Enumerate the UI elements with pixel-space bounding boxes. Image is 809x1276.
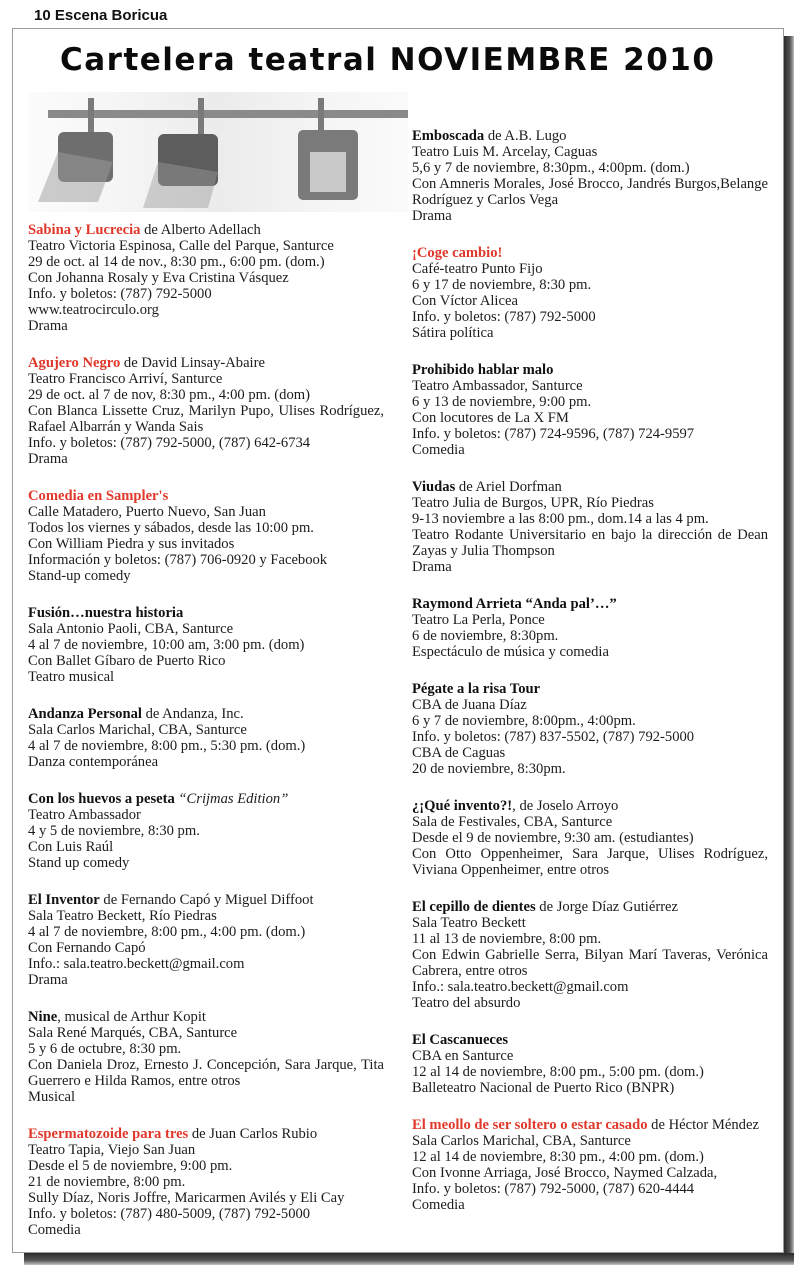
listing-line: Teatro musical (28, 669, 115, 685)
listing-line: Sala Carlos Marichal, CBA, Santurce (28, 722, 247, 738)
listing-line: Comedia (412, 442, 465, 458)
listing-header (28, 1126, 384, 1142)
listing-line: 6 y 13 de noviembre, 9:00 pm. (412, 394, 592, 410)
listing-line: Info. y boletos: (787) 724-9596, (787) 724-9597 (412, 426, 695, 442)
listing-author: , de Joselo Arroyo (512, 798, 619, 814)
listing-author: de Alberto Adellach (140, 222, 261, 238)
listing (412, 1032, 768, 1096)
listing-line: Sala de Festivales, CBA, Santurce (412, 814, 613, 830)
listing-line: Con Daniela Droz, Ernesto J. Concepción, Sara Jarque, Tita Guerrero e Hilda Ramos, entre otros (28, 1057, 384, 1089)
listing-header (28, 706, 384, 722)
listing-title: Sabina y Lucrecia (28, 222, 141, 238)
listing-line: Comedia (28, 1222, 81, 1238)
listing-title: El meollo de ser soltero o estar casado (412, 1117, 648, 1133)
listing-header (412, 1117, 768, 1133)
listing-line: Drama (412, 559, 452, 575)
listing-author: , musical de Arthur Kopit (57, 1009, 206, 1025)
listing-line: 12 al 14 de noviembre, 8:00 pm., 5:00 pm. (dom.) (412, 1064, 704, 1080)
listing-line: 4 al 7 de noviembre, 8:00 pm., 4:00 pm. (dom.) (28, 924, 306, 940)
listing-header (28, 605, 384, 621)
listing (28, 222, 384, 334)
listing (412, 798, 768, 878)
listing-line: 6 de noviembre, 8:30pm. (412, 628, 559, 644)
listing-header (412, 899, 768, 915)
listing-author: de Jorge Díaz Gutiérrez (535, 899, 679, 915)
listing-line: Con Edwin Gabrielle Serra, Bilyan Marí Taveras, Verónica Cabrera, entre otros (412, 947, 768, 979)
listing-header (412, 479, 768, 495)
listing-line: Info. y boletos: (787) 480-5009, (787) 792-5000 (28, 1206, 311, 1222)
listing-edition: “Crijmas Edition” (178, 791, 289, 807)
listing-title: Viudas (412, 479, 456, 495)
listing-line: Stand up comedy (28, 855, 130, 871)
listing-line: Con Ballet Gíbaro de Puerto Rico (28, 653, 226, 669)
listing (28, 791, 384, 871)
listing-header (412, 245, 768, 261)
listing-title: Raymond Arrieta “Anda pal’…” (412, 596, 617, 612)
listing-title: Pégate a la risa Tour (412, 681, 541, 697)
listing-line: www.teatrocirculo.org (28, 302, 159, 318)
listing-line: Sala Carlos Marichal, CBA, Santurce (412, 1133, 631, 1149)
listing-title: Prohibido hablar malo (412, 362, 554, 378)
listing-title: El cepillo de dientes (412, 899, 536, 915)
listing-line: Musical (28, 1089, 76, 1105)
listing-header (28, 488, 384, 504)
listing-title: El Inventor (28, 892, 100, 908)
listing-author: de Ariel Dorfman (455, 479, 562, 495)
listing-title: ¿¡Qué invento?! (412, 798, 513, 814)
listing-header (412, 798, 768, 814)
listing-line: Teatro Tapia, Viejo San Juan (28, 1142, 196, 1158)
listing-title: Comedia en Sampler's (28, 488, 169, 504)
listing-line: Sully Díaz, Noris Joffre, Maricarmen Avilés y Eli Cay (28, 1190, 345, 1206)
listing-header (412, 128, 768, 144)
listing-author: de Fernando Capó y Miguel Diffoot (99, 892, 314, 908)
listing-line: 6 y 7 de noviembre, 8:00pm., 4:00pm. (412, 713, 636, 729)
listing-title: Andanza Personal (28, 706, 142, 722)
listing-title: Emboscada (412, 128, 485, 144)
listing-title: El Cascanueces (412, 1032, 509, 1048)
listing-line: Con Johanna Rosaly y Eva Cristina Vásquez (28, 270, 289, 286)
listing-line: Drama (28, 972, 68, 988)
listing-line: Sala Teatro Beckett (412, 915, 526, 931)
listing-line: CBA en Santurce (412, 1048, 514, 1064)
listing-line: Con Víctor Alicea (412, 293, 518, 309)
listing-line: 21 de noviembre, 8:00 pm. (28, 1174, 186, 1190)
listing-header (412, 681, 768, 697)
listing-line: CBA de Juana Díaz (412, 697, 527, 713)
listing-author: de Juan Carlos Rubio (188, 1126, 318, 1142)
listing-header (28, 791, 384, 807)
listing-title: Agujero Negro (28, 355, 121, 371)
listing-line: Info.: sala.teatro.beckett@gmail.com (28, 956, 245, 972)
listing-line: Drama (28, 451, 68, 467)
listing-header (412, 596, 768, 612)
listing (412, 1117, 768, 1213)
listing-line: Información y boletos: (787) 706-0920 y Facebook (28, 552, 328, 568)
listing-line: Drama (412, 208, 452, 224)
listing-line: 29 de oct. al 14 de nov., 8:30 pm., 6:00 pm. (dom.) (28, 254, 325, 270)
listing-line: Desde el 9 de noviembre, 9:30 am. (estudiantes) (412, 830, 694, 846)
listing-header (412, 362, 768, 378)
listing-line: 6 y 17 de noviembre, 8:30 pm. (412, 277, 592, 293)
listing-author: de Héctor Méndez (647, 1117, 759, 1133)
listing-line: Info.: sala.teatro.beckett@gmail.com (412, 979, 629, 995)
listing-line: Con Otto Oppenheimer, Sara Jarque, Ulises Rodríguez, Viviana Oppenheimer, entre otros (412, 846, 768, 878)
listing-line: 29 de oct. al 7 de nov, 8:30 pm., 4:00 pm. (dom) (28, 387, 310, 403)
listing-header (412, 1032, 768, 1048)
listing-line: Info. y boletos: (787) 792-5000, (787) 620-4444 (412, 1181, 695, 1197)
listing-line: Teatro La Perla, Ponce (412, 612, 545, 628)
listing-author: de Andanza, Inc. (141, 706, 244, 722)
listing (28, 355, 384, 467)
listing-line: Sala René Marqués, CBA, Santurce (28, 1025, 238, 1041)
left-column (28, 222, 384, 1259)
listing-line: Con Amneris Morales, José Brocco, Jandrés Burgos,Belange Rodríguez y Carlos Vega (412, 176, 768, 208)
listing (412, 681, 768, 777)
listing-line: Info. y boletos: (787) 837-5502, (787) 792-5000 (412, 729, 695, 745)
listing-line: Con Blanca Lissette Cruz, Marilyn Pupo, Ulises Rodríguez, Rafael Albarrán y Wanda Sais (28, 403, 384, 435)
listing-line: 4 al 7 de noviembre, 8:00 pm., 5:30 pm. (dom.) (28, 738, 306, 754)
listing-line: Teatro Francisco Arriví, Santurce (28, 371, 223, 387)
listing-header (28, 222, 384, 238)
listing-line: Con William Piedra y sus invitados (28, 536, 235, 552)
listing-line: Calle Matadero, Puerto Nuevo, San Juan (28, 504, 266, 520)
listing-line: Teatro Luis M. Arcelay, Caguas (412, 144, 598, 160)
listing-title: Espermatozoide para tres (28, 1126, 189, 1142)
listing-title: Nine (28, 1009, 58, 1025)
listing-line: Sátira política (412, 325, 494, 341)
stage-lights-illustration (28, 92, 408, 212)
listing (28, 1009, 384, 1105)
listing-line: 20 de noviembre, 8:30pm. (412, 761, 566, 777)
listing-line: Teatro Julia de Burgos, UPR, Río Piedras (412, 495, 654, 511)
listing-line: Con Ivonne Arriaga, José Brocco, Naymed Calzada, (412, 1165, 718, 1181)
listing-title: Fusión…nuestra historia (28, 605, 184, 621)
listing-header (28, 892, 384, 908)
right-column (412, 128, 768, 1234)
listing (412, 128, 768, 224)
listing-line: Café-teatro Punto Fijo (412, 261, 543, 277)
listing-line: Danza contemporánea (28, 754, 159, 770)
listing-line: Teatro Victoria Espinosa, Calle del Parque, Santurce (28, 238, 334, 254)
listing-author: de A.B. Lugo (484, 128, 567, 144)
listing-line: Teatro Ambassador, Santurce (412, 378, 583, 394)
listing-line: Espectáculo de música y comedia (412, 644, 609, 660)
listing (412, 899, 768, 1011)
page-label: 10 Escena Boricua (34, 7, 168, 24)
listing-header (28, 355, 384, 371)
listing-header (28, 1009, 384, 1025)
listing-title: ¡Coge cambio! (412, 245, 503, 261)
listing (412, 596, 768, 660)
listing-line: 4 al 7 de noviembre, 10:00 am, 3:00 pm. (dom) (28, 637, 305, 653)
listing (28, 605, 384, 685)
listing-line: Todos los viernes y sábados, desde las 10:00 pm. (28, 520, 314, 536)
listing (28, 1126, 384, 1238)
listing-line: Teatro del absurdo (412, 995, 521, 1011)
listing-line: Teatro Rodante Universitario en bajo la dirección de Dean Zayas y Julia Thompson (412, 527, 768, 559)
listing (412, 362, 768, 458)
listing-title: Con los huevos a peseta (28, 791, 175, 807)
listing (28, 706, 384, 770)
spotlight-3 (298, 130, 358, 200)
listing-line: 5 y 6 de octubre, 8:30 pm. (28, 1041, 182, 1057)
listing-line: Balleteatro Nacional de Puerto Rico (BNPR) (412, 1080, 675, 1096)
listing-line: Info. y boletos: (787) 792-5000 (412, 309, 596, 325)
listing-line: Con Fernando Capó (28, 940, 146, 956)
listing-line: 5,6 y 7 de noviembre, 8:30pm., 4:00pm. (dom.) (412, 160, 690, 176)
listing-line: Con Luis Raúl (28, 839, 114, 855)
listing-line: Info. y boletos: (787) 792-5000 (28, 286, 212, 302)
listing-line: 12 al 14 de noviembre, 8:30 pm., 4:00 pm. (dom.) (412, 1149, 704, 1165)
listing-line: 9-13 noviembre a las 8:00 pm., dom.14 a las 4 pm. (412, 511, 709, 527)
listing-line: Comedia (412, 1197, 465, 1213)
listing-line: 4 y 5 de noviembre, 8:30 pm. (28, 823, 200, 839)
listing (412, 479, 768, 575)
listing-line: Info. y boletos: (787) 792-5000, (787) 642-6734 (28, 435, 311, 451)
listing-line: 11 al 13 de noviembre, 8:00 pm. (412, 931, 602, 947)
frame-shadow-right (784, 36, 794, 1264)
listing-line: Sala Teatro Beckett, Río Piedras (28, 908, 217, 924)
listing-line: Desde el 5 de noviembre, 9:00 pm. (28, 1158, 233, 1174)
listing-line: Sala Antonio Paoli, CBA, Santurce (28, 621, 234, 637)
listing-line: Teatro Ambassador (28, 807, 141, 823)
listing (28, 892, 384, 988)
listing-line: Drama (28, 318, 68, 334)
listing-line: CBA de Caguas (412, 745, 506, 761)
listing (28, 488, 384, 584)
listing-author: de David Linsay-Abaire (120, 355, 265, 371)
listing-line: Stand-up comedy (28, 568, 131, 584)
page-title: Cartelera teatral NOVIEMBRE 2010 (60, 42, 716, 78)
listing-line: Con locutores de La X FM (412, 410, 569, 426)
listing (412, 245, 768, 341)
